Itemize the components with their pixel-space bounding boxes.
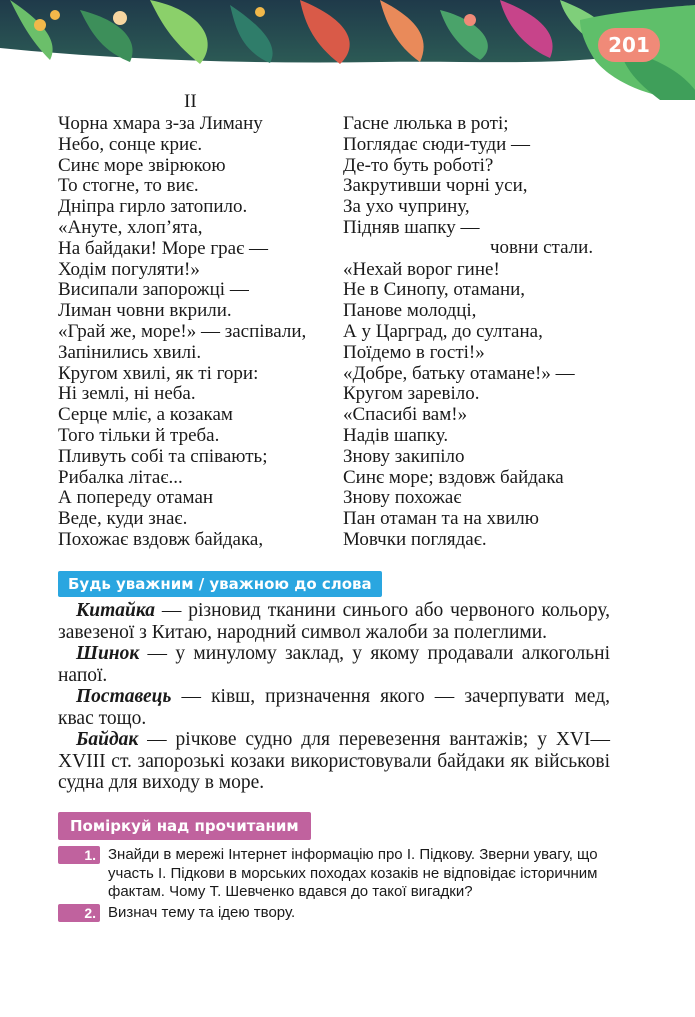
- poem-line: «Спасибі вам!»: [343, 404, 468, 426]
- glossary-term: Китайка: [76, 600, 155, 621]
- vocab-glossary: [58, 600, 610, 794]
- poem-section-number: II: [184, 91, 197, 112]
- question-text: Знайди в мережі Інтернет інформацію про І. Підкову. Зверни увагу, що участь І. Підкови в морських походах козаків не відповідає історичним фактам. Чому Т. Шевченко вдався до такої вигадки?: [108, 846, 598, 900]
- poem-line: Надів шапку.: [343, 424, 449, 446]
- reflect-heading: Поміркуй над прочитаним: [58, 812, 311, 840]
- question-list: [58, 846, 618, 924]
- glossary-definition: — річкове судно для перевезення вантажів; у XVI—XVIII ст. запорозькі козаки використовували байдаки як військові судна для виходу в море.: [58, 729, 610, 793]
- poem-line: Пливуть собі та співають;: [58, 445, 268, 467]
- poem-line: Запінились хвилі.: [58, 341, 202, 363]
- poem-line: Знову похожає: [343, 487, 462, 509]
- poem-line: А попереду отаман: [58, 487, 214, 509]
- poem-line: Того тільки й треба.: [58, 424, 220, 446]
- poem-line: Ні землі, ні неба.: [58, 383, 196, 405]
- poem-line: Кругом заревіло.: [343, 383, 480, 405]
- question-text: Визнач тему та ідею твору.: [108, 903, 296, 921]
- floral-leaves-illustration: [0, 0, 695, 100]
- question-item: [58, 904, 618, 923]
- poem-line: Висипали запорожці —: [58, 279, 249, 301]
- poem-line: Синє море; вздовж байдака: [343, 466, 564, 488]
- poem-line: Кругом хвилі, як ті гори:: [58, 362, 259, 384]
- poem-line: То стогне, то виє.: [58, 175, 199, 197]
- glossary-definition: — різновид тканини синього або червоного кольору, завезеної з Китаю, народний символ жалоби за полеглими.: [58, 600, 610, 643]
- poem-line: Закрутивши чорні уси,: [343, 175, 528, 197]
- poem-line: «Добре, батьку отамане!» —: [343, 362, 575, 384]
- poem-line: Веде, куди знає.: [58, 508, 188, 530]
- poem-line: Похожає вздовж байдака,: [58, 528, 264, 550]
- poem-right-column: [343, 114, 575, 551]
- poem-line: «Ануте, хлоп’ята,: [58, 216, 203, 238]
- page-number: 201: [598, 28, 660, 62]
- poem-line: Рибалка літає...: [58, 466, 183, 488]
- poem-line: На байдаки! Море грає —: [58, 237, 268, 259]
- poem-line: Підняв шапку —: [343, 216, 480, 238]
- poem-line: За ухо чуприну,: [343, 196, 470, 218]
- poem-line: Гасне люлька в роті;: [343, 113, 509, 134]
- poem-line: Небо, сонце криє.: [58, 133, 203, 155]
- poem-line: Пан отаман та на хвилю: [343, 508, 539, 530]
- vocab-heading: Будь уважним / уважною до слова: [58, 571, 382, 597]
- question-number: 1.: [58, 846, 100, 864]
- poem-line: А у Царград, до султана,: [343, 320, 543, 342]
- poem-line: Лиман човни вкрили.: [58, 300, 232, 322]
- poem-line: Мовчки поглядає.: [343, 528, 487, 550]
- glossary-entry: [58, 600, 610, 643]
- poem-line: Дніпра гирло затопило.: [58, 196, 248, 218]
- glossary-entry: [58, 643, 610, 686]
- poem-line: Поїдемо в гості!»: [343, 341, 485, 363]
- glossary-definition: — у минулому заклад, у якому продавали алкогольні напої.: [58, 643, 610, 686]
- poem-line: Серце мліє, а козакам: [58, 404, 233, 426]
- glossary-entry: [58, 729, 610, 794]
- poem-line: Не в Синопу, отамани,: [343, 279, 526, 301]
- glossary-term: Поставець: [76, 686, 172, 707]
- poem-line: Поглядає сюди-туди —: [343, 133, 531, 155]
- poem-line: Чорна хмара з-за Лиману: [58, 113, 263, 134]
- poem-left-column: [58, 114, 306, 551]
- poem-line: Панове молодці,: [343, 300, 477, 322]
- decorative-banner: [0, 0, 695, 100]
- question-item: [58, 846, 618, 902]
- glossary-term: Шинок: [76, 643, 140, 664]
- glossary-definition: — ківш, призначення якого — зачерпувати мед, квас тощо.: [58, 686, 610, 729]
- poem-line-indented: човни стали.: [490, 237, 594, 258]
- poem-line: Синє море звірюкою: [58, 154, 226, 176]
- poem-line: «Грай же, море!» — заспівали,: [58, 320, 307, 342]
- poem-line: Знову закипіло: [343, 445, 465, 467]
- question-number: 2.: [58, 904, 100, 922]
- poem-line: Ходім погуляти!»: [58, 258, 200, 280]
- glossary-term: Байдак: [76, 729, 139, 750]
- poem-line: «Нехай ворог гине!: [343, 258, 500, 280]
- glossary-entry: [58, 686, 610, 729]
- poem-line: Де-то буть роботі?: [343, 154, 494, 176]
